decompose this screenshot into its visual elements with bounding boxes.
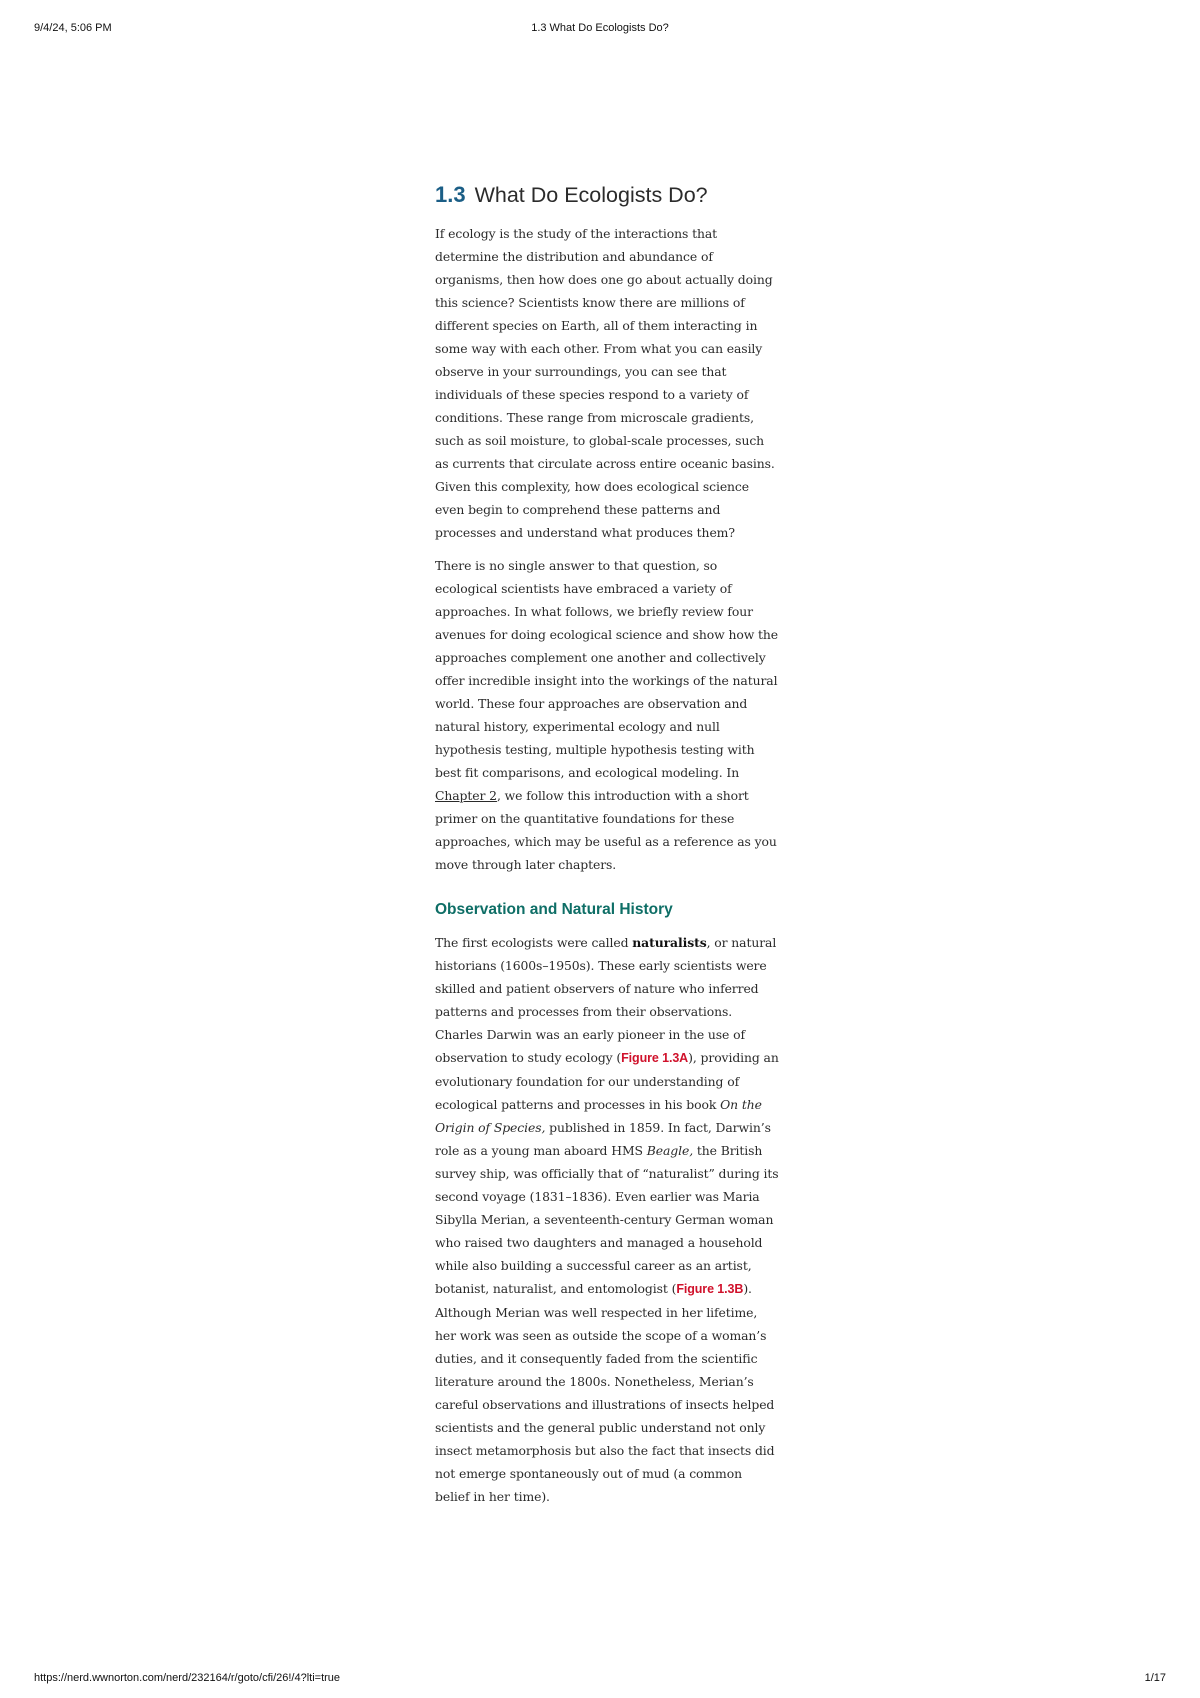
- print-page-title: 1.3 What Do Ecologists Do?: [531, 22, 669, 34]
- paragraph-text: ). Although Merian was well respected in her lifetime, her work was seen as outside the scope of a woman’s duties, and it consequently faded from the scientific literature around the 1800s. Nonetheless, Merian’s careful observations and illustrations of insects helped scientists and the general public understand not only insect metamorphosis but also the fact that insects did not emerge spontaneously out of mud (a common belief in her time).: [435, 1281, 775, 1504]
- book-title: On the Origin of Species,: [435, 1097, 762, 1135]
- paragraph-text: ), providing an evolutionary foundation for our understanding of ecological patterns and processes in his book: [435, 1050, 779, 1112]
- article-body: [435, 180, 780, 1518]
- key-term-naturalists: naturalists: [632, 935, 707, 950]
- section-heading: [435, 180, 780, 210]
- figure-1-3b-link[interactable]: Figure 1.3B: [676, 1282, 744, 1296]
- print-footer: [34, 1672, 1166, 1688]
- paragraph-text: the British survey ship, was officially that of “naturalist” during its second voyage (1831–1836). Even earlier was Maria Sibylla Merian, a seventeenth-century German woman who raised two daughters and managed a household while also building a successful career as an artist, botanist, naturalist, and entomologist (: [435, 1143, 779, 1296]
- section-title: What Do Ecologists Do?: [474, 183, 708, 207]
- paragraph-text: , or natural historians (1600s–1950s). These early scientists were skilled and patient observers of nature who inferred patterns and processes from their observations. Charles Darwin was an early pioneer in the use of observation to study ecology (: [435, 935, 777, 1065]
- paragraph-text: published in 1859. In fact, Darwin’s role as a young man aboard HMS: [435, 1120, 771, 1158]
- subheading-observation: Observation and Natural History: [435, 901, 673, 918]
- print-header: [34, 22, 1166, 38]
- paragraph-text: The first ecologists were called: [435, 935, 633, 950]
- paragraph-naturalists: [435, 931, 780, 1508]
- paragraph-intro: If ecology is the study of the interactions that determine the distribution and abundance of organisms, then how does one go about actually doing this science? Scientists know there are millions of different species on Earth, all of them interacting in some way with each other. From what you can easily observe in your surroundings, you can see that individuals of these species respond to a variety of conditions. These range from microscale gradients, such as soil moisture, to global-scale processes, such as currents that circulate across entire oceanic basins. Given this complexity, how does ecological science even begin to comprehend these patterns and processes and understand what produces them?: [435, 226, 775, 540]
- chapter-2-link[interactable]: Chapter 2: [435, 788, 497, 803]
- section-number: 1.3: [435, 182, 466, 207]
- paragraph-text: , we follow this introduction with a short primer on the quantitative foundations for these approaches, which may be useful as a reference as you move through later chapters.: [435, 788, 777, 872]
- paragraph-text: There is no single answer to that question, so ecological scientists have embraced a variety of approaches. In what follows, we briefly review four avenues for doing ecological science and show how the approaches complement one another and collectively offer incredible insight into the workings of the natural world. These four approaches are observation and natural history, experimental ecology and null hypothesis testing, multiple hypothesis testing with best fit comparisons, and ecological modeling. In: [435, 558, 779, 780]
- paragraph-approaches: [435, 554, 780, 876]
- ship-name: Beagle,: [646, 1143, 694, 1158]
- print-page-count: 1/17: [1144, 1672, 1166, 1684]
- figure-1-3a-link[interactable]: Figure 1.3A: [621, 1051, 689, 1065]
- print-url: https://nerd.wwnorton.com/nerd/232164/r/goto/cfi/26!/4?lti=true: [34, 1672, 341, 1684]
- print-datetime: 9/4/24, 5:06 PM: [34, 22, 112, 34]
